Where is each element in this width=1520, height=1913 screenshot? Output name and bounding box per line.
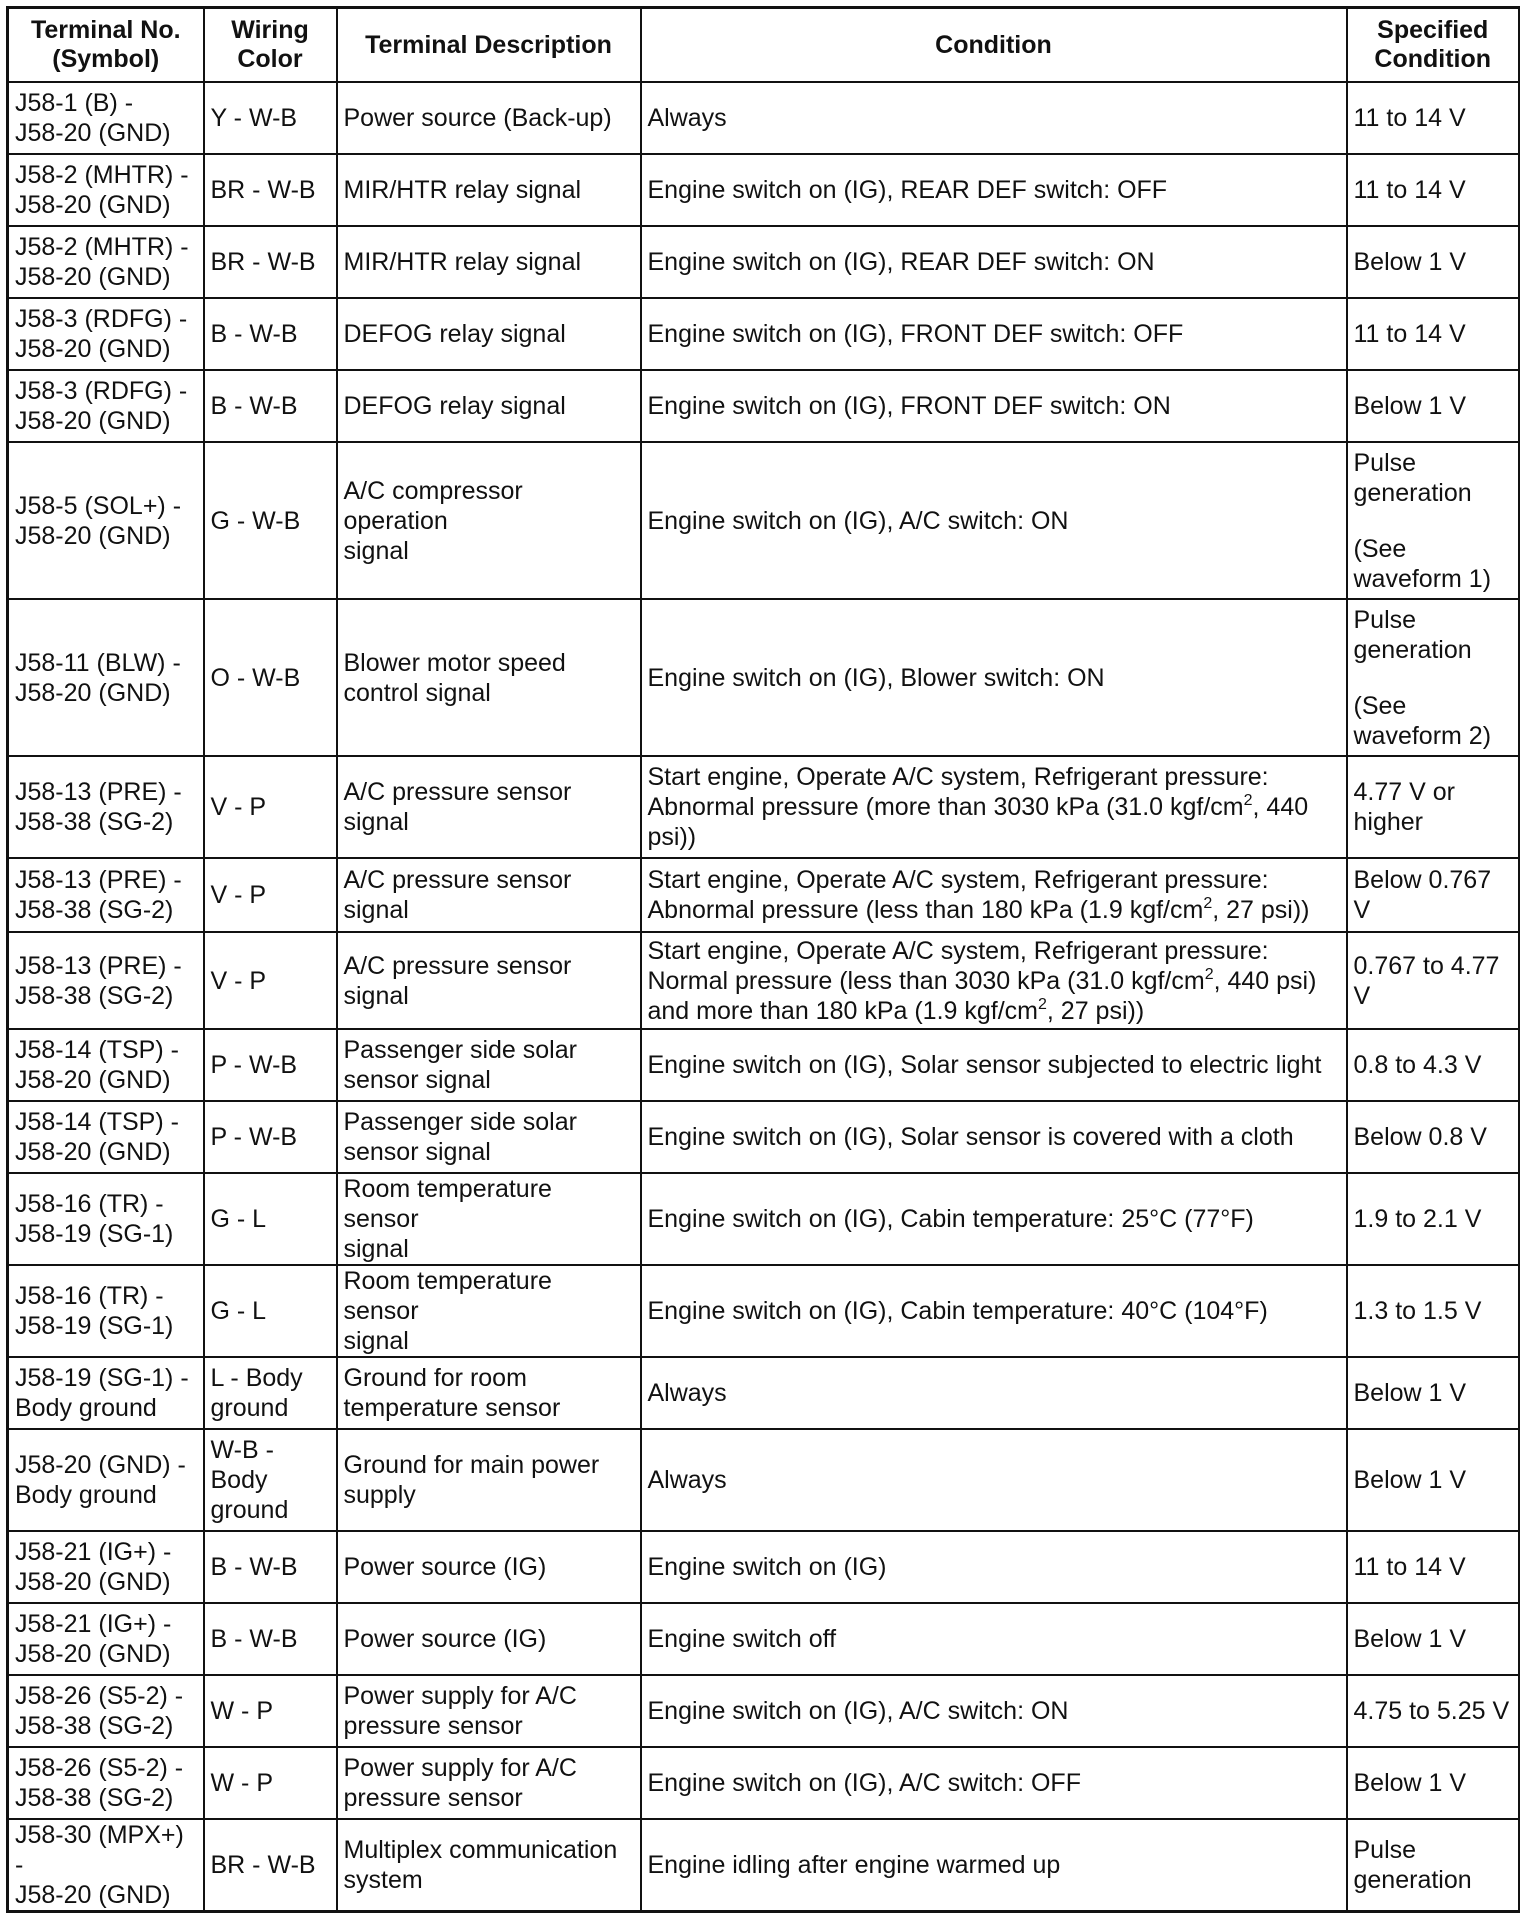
description-cell: Power supply for A/C pressure sensor <box>337 1747 641 1819</box>
description-cell: Power supply for A/C pressure sensor <box>337 1675 641 1747</box>
specified-cell: 1.9 to 2.1 V <box>1347 1173 1520 1265</box>
terminal-cell: J58-21 (IG+) - J58-20 (GND) <box>8 1603 204 1675</box>
condition-cell: Engine switch on (IG) <box>641 1531 1347 1603</box>
terminal-cell: J58-2 (MHTR) - J58-20 (GND) <box>8 226 204 298</box>
wiring-cell: O - W-B <box>204 599 337 756</box>
description-cell: Multiplex communication system <box>337 1819 641 1912</box>
terminal-cell: J58-14 (TSP) - J58-20 (GND) <box>8 1029 204 1101</box>
condition-cell: Engine switch on (IG), FRONT DEF switch: OFF <box>641 298 1347 370</box>
specified-cell: Pulse generation <box>1347 1819 1520 1912</box>
specified-cell: Below 1 V <box>1347 1747 1520 1819</box>
specified-cell: 1.3 to 1.5 V <box>1347 1265 1520 1357</box>
description-cell: Ground for room temperature sensor <box>337 1357 641 1429</box>
specified-cell: Below 1 V <box>1347 370 1520 442</box>
table-row <box>8 1819 1520 1912</box>
condition-cell: Always <box>641 82 1347 154</box>
description-cell: A/C pressure sensor signal <box>337 858 641 932</box>
specified-cell: Pulse generation (See waveform 1) <box>1347 442 1520 599</box>
table-row <box>8 932 1520 1029</box>
terminal-cell: J58-16 (TR) - J58-19 (SG-1) <box>8 1265 204 1357</box>
terminal-cell: J58-3 (RDFG) - J58-20 (GND) <box>8 298 204 370</box>
specified-cell: 4.75 to 5.25 V <box>1347 1675 1520 1747</box>
condition-cell: Engine switch off <box>641 1603 1347 1675</box>
header-specified-condition: Specified Condition <box>1347 8 1520 83</box>
condition-cell: Start engine, Operate A/C system, Refrigerant pressure: Abnormal pressure (more than 3030 kPa (31.0 kgf/$cm^2$, 440 psi)) <box>641 756 1347 858</box>
description-cell: Passenger side solar sensor signal <box>337 1029 641 1101</box>
table-row <box>8 1531 1520 1603</box>
wiring-cell: BR - W-B <box>204 154 337 226</box>
terminal-cell: J58-13 (PRE) - J58-38 (SG-2) <box>8 858 204 932</box>
condition-cell: Engine switch on (IG), Cabin temperature: 25°C (77°F) <box>641 1173 1347 1265</box>
terminal-cell: J58-2 (MHTR) - J58-20 (GND) <box>8 154 204 226</box>
description-cell: MIR/HTR relay signal <box>337 154 641 226</box>
specified-cell: 11 to 14 V <box>1347 82 1520 154</box>
table-row <box>8 1747 1520 1819</box>
terminal-cell: J58-5 (SOL+) - J58-20 (GND) <box>8 442 204 599</box>
terminal-cell: J58-26 (S5-2) - J58-38 (SG-2) <box>8 1675 204 1747</box>
terminal-cell: J58-30 (MPX+) - J58-20 (GND) <box>8 1819 204 1912</box>
terminal-cell: J58-3 (RDFG) - J58-20 (GND) <box>8 370 204 442</box>
specified-cell: Below 1 V <box>1347 1429 1520 1531</box>
table-row <box>8 1429 1520 1531</box>
specified-cell: Below 1 V <box>1347 226 1520 298</box>
condition-cell: Engine switch on (IG), A/C switch: ON <box>641 442 1347 599</box>
terminal-cell: J58-16 (TR) - J58-19 (SG-1) <box>8 1173 204 1265</box>
description-cell: Power source (IG) <box>337 1603 641 1675</box>
wiring-cell: BR - W-B <box>204 1819 337 1912</box>
condition-cell: Engine switch on (IG), Cabin temperature: 40°C (104°F) <box>641 1265 1347 1357</box>
table-row <box>8 858 1520 932</box>
condition-cell: Always <box>641 1357 1347 1429</box>
header-wiring-color: Wiring Color <box>204 8 337 83</box>
wiring-cell: P - W-B <box>204 1101 337 1173</box>
table-row <box>8 756 1520 858</box>
table-row <box>8 226 1520 298</box>
table-row <box>8 82 1520 154</box>
wiring-cell: B - W-B <box>204 298 337 370</box>
table-row <box>8 1603 1520 1675</box>
description-cell: Power source (IG) <box>337 1531 641 1603</box>
condition-cell: Engine switch on (IG), A/C switch: ON <box>641 1675 1347 1747</box>
terminal-cell: J58-26 (S5-2) - J58-38 (SG-2) <box>8 1747 204 1819</box>
terminal-spec-table <box>6 6 1520 1913</box>
wiring-cell: W - P <box>204 1747 337 1819</box>
specified-cell: Pulse generation (See waveform 2) <box>1347 599 1520 756</box>
terminal-cell: J58-11 (BLW) - J58-20 (GND) <box>8 599 204 756</box>
specified-cell: 0.767 to 4.77 V <box>1347 932 1520 1029</box>
specified-cell: Below 0.8 V <box>1347 1101 1520 1173</box>
description-cell: Power source (Back-up) <box>337 82 641 154</box>
table-row <box>8 298 1520 370</box>
table-row <box>8 1675 1520 1747</box>
description-cell: DEFOG relay signal <box>337 298 641 370</box>
condition-cell: Engine switch on (IG), Solar sensor subjected to electric light <box>641 1029 1347 1101</box>
wiring-cell: BR - W-B <box>204 226 337 298</box>
table-row <box>8 1265 1520 1357</box>
terminal-cell: J58-19 (SG-1) - Body ground <box>8 1357 204 1429</box>
header-terminal: Terminal No. (Symbol) <box>8 8 204 83</box>
wiring-cell: B - W-B <box>204 370 337 442</box>
terminal-cell: J58-21 (IG+) - J58-20 (GND) <box>8 1531 204 1603</box>
condition-cell: Engine switch on (IG), Blower switch: ON <box>641 599 1347 756</box>
wiring-cell: Y - W-B <box>204 82 337 154</box>
table-header-row <box>8 8 1520 83</box>
description-cell: Ground for main power supply <box>337 1429 641 1531</box>
wiring-cell: P - W-B <box>204 1029 337 1101</box>
header-condition: Condition <box>641 8 1347 83</box>
specified-cell: Below 1 V <box>1347 1357 1520 1429</box>
specified-cell: 4.77 V or higher <box>1347 756 1520 858</box>
condition-cell: Start engine, Operate A/C system, Refrigerant pressure: Normal pressure (less than 3030 kPa (31.0 kgf/$cm^2$, 440 psi) and more than 180 kPa (1.9 kgf/$cm^2$, 27 psi)) <box>641 932 1347 1029</box>
description-cell: A/C compressor operation signal <box>337 442 641 599</box>
description-cell: Room temperature sensor signal <box>337 1265 641 1357</box>
terminal-cell: J58-20 (GND) - Body ground <box>8 1429 204 1531</box>
condition-cell: Engine switch on (IG), FRONT DEF switch: ON <box>641 370 1347 442</box>
condition-cell: Engine switch on (IG), A/C switch: OFF <box>641 1747 1347 1819</box>
condition-cell: Engine switch on (IG), REAR DEF switch: OFF <box>641 154 1347 226</box>
terminal-cell: J58-14 (TSP) - J58-20 (GND) <box>8 1101 204 1173</box>
specified-cell: 0.8 to 4.3 V <box>1347 1029 1520 1101</box>
terminal-cell: J58-1 (B) - J58-20 (GND) <box>8 82 204 154</box>
condition-cell: Always <box>641 1429 1347 1531</box>
wiring-cell: G - L <box>204 1265 337 1357</box>
description-cell: Room temperature sensor signal <box>337 1173 641 1265</box>
table-row <box>8 154 1520 226</box>
condition-cell: Engine switch on (IG), Solar sensor is covered with a cloth <box>641 1101 1347 1173</box>
table-row <box>8 1357 1520 1429</box>
description-cell: Passenger side solar sensor signal <box>337 1101 641 1173</box>
terminal-cell: J58-13 (PRE) - J58-38 (SG-2) <box>8 756 204 858</box>
description-cell: DEFOG relay signal <box>337 370 641 442</box>
wiring-cell: W - P <box>204 1675 337 1747</box>
wiring-cell: L - Body ground <box>204 1357 337 1429</box>
table-row <box>8 1101 1520 1173</box>
condition-cell: Engine idling after engine warmed up <box>641 1819 1347 1912</box>
table-row <box>8 599 1520 756</box>
condition-cell: Engine switch on (IG), REAR DEF switch: ON <box>641 226 1347 298</box>
table-row <box>8 370 1520 442</box>
wiring-cell: B - W-B <box>204 1603 337 1675</box>
specified-cell: 11 to 14 V <box>1347 154 1520 226</box>
specified-cell: Below 0.767 V <box>1347 858 1520 932</box>
specified-cell: 11 to 14 V <box>1347 1531 1520 1603</box>
terminal-cell: J58-13 (PRE) - J58-38 (SG-2) <box>8 932 204 1029</box>
wiring-cell: W-B - Body ground <box>204 1429 337 1531</box>
table-row <box>8 442 1520 599</box>
table-row <box>8 1029 1520 1101</box>
table-row <box>8 1173 1520 1265</box>
wiring-cell: B - W-B <box>204 1531 337 1603</box>
header-terminal-description: Terminal Description <box>337 8 641 83</box>
wiring-cell: V - P <box>204 858 337 932</box>
condition-cell: Start engine, Operate A/C system, Refrigerant pressure: Abnormal pressure (less than 180 kPa (1.9 kgf/$cm^2$, 27 psi)) <box>641 858 1347 932</box>
wiring-cell: V - P <box>204 756 337 858</box>
wiring-cell: G - L <box>204 1173 337 1265</box>
description-cell: Blower motor speed control signal <box>337 599 641 756</box>
wiring-cell: G - W-B <box>204 442 337 599</box>
description-cell: A/C pressure sensor signal <box>337 756 641 858</box>
description-cell: MIR/HTR relay signal <box>337 226 641 298</box>
description-cell: A/C pressure sensor signal <box>337 932 641 1029</box>
specified-cell: Below 1 V <box>1347 1603 1520 1675</box>
specified-cell: 11 to 14 V <box>1347 298 1520 370</box>
wiring-cell: V - P <box>204 932 337 1029</box>
